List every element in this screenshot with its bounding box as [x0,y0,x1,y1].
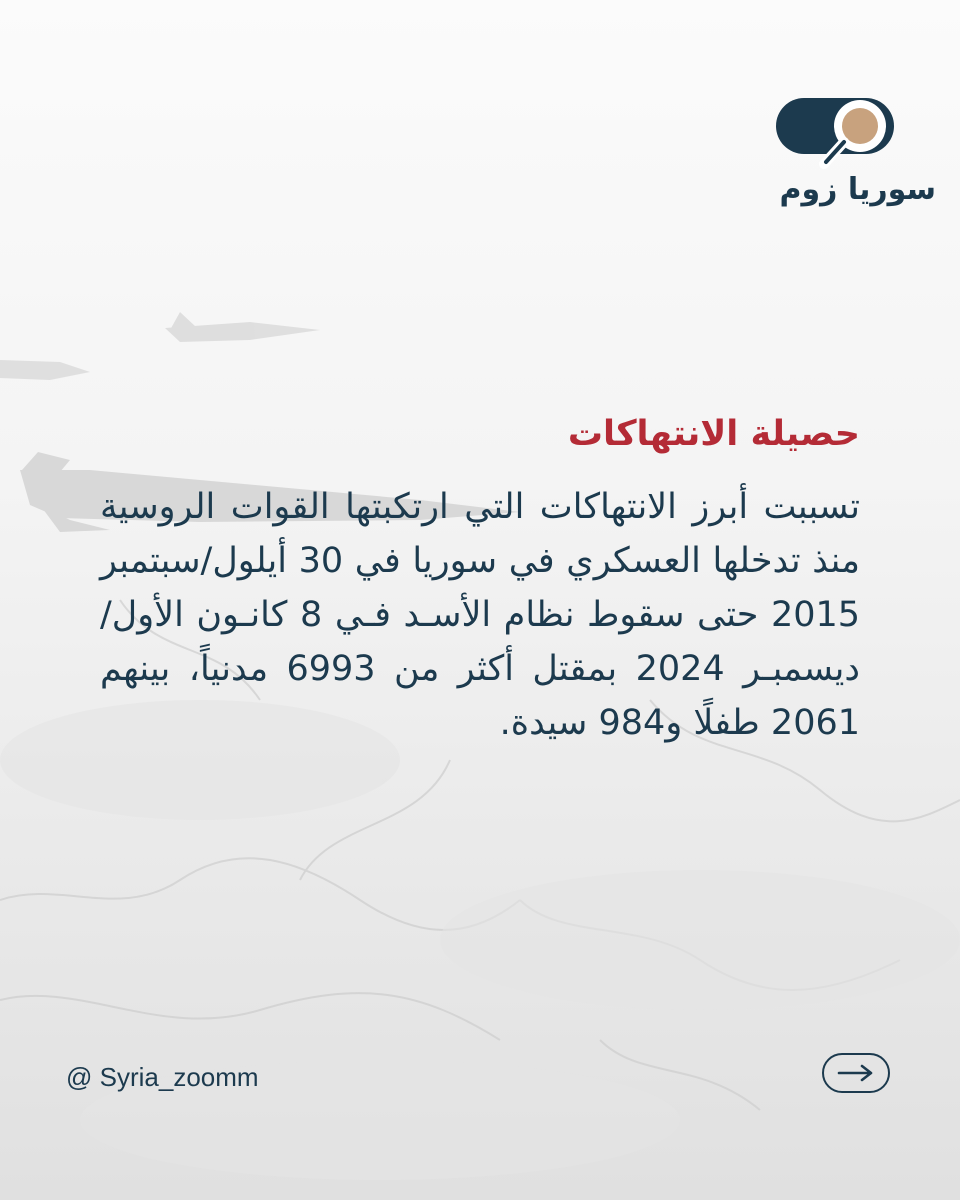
brand-name: سوريا زوم [779,172,936,207]
body-paragraph: تسببت أبرز الانتهاكات التي ارتكبتها القوات الروسية منذ تدخلها العسكري في سوريا في 30 أيلول/سبتمبر 2015 حتى سقوط نظام الأسـد فـي 8 كانـون الأول/ديسمبـر 2024 بمقتل أكثر من 6993 مدنياً، بينهم 2061 طفلًا و984 سيدة. [100,487,861,743]
arrow-right-icon [836,1063,876,1083]
social-handle: @ Syria_zoomm [66,1062,259,1092]
magnifier-icon [814,92,896,174]
section-heading: حصيلة الانتهاكات [567,414,860,454]
next-button[interactable] [822,1053,890,1093]
